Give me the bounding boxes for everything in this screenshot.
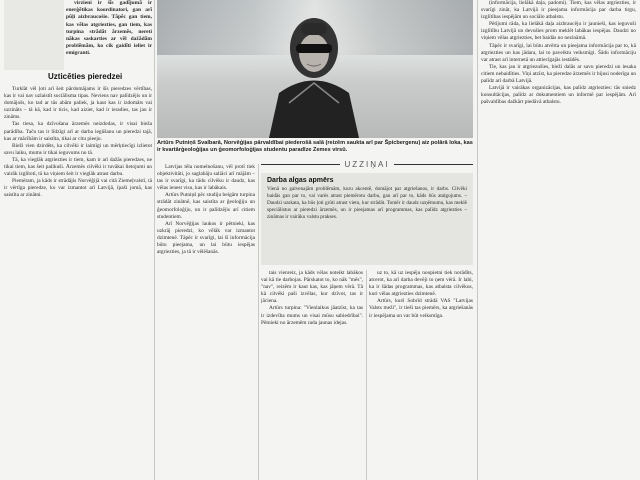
- paragraph: Tie, kas jau ir atgriezušies, bieži dalās ar savu pieredzi un iesaka citiem nebaidīties. Viņi atzīst, ka pieredze ārzemēs ir bijusi noderīga un palīdz arī darbā Latvijā.: [481, 63, 636, 85]
- article-column-mid: [157, 164, 255, 480]
- paragraph: Latvijas tēla nomelnošanu, vēl protī tiek objektivitāti, jo saglabāju saliāci arī mājām – tas ir svarīgi, ka tādu cilvēku ir daudz, kas vēlas ienest visu, kas ir labākais.: [157, 164, 255, 192]
- article-column-mid3: [369, 270, 473, 480]
- article-column-mid2: [261, 270, 363, 480]
- paragraph: Latvijā ir vairākas organizācijas, kas palīdz atgriezties: tās sniedz konsultācijas, palīdz ar dokumentiem un informē par iespējām. Arī pašvaldības dažkārt piedāvā atbalstu.: [481, 85, 636, 106]
- photo-caption: Artūrs Putniņš Svalbarā, Norvēģijas pārvaldībai piederošā salā (reizēm saukta arī par Špicbergenu) aiz polārā loka, kas ir kvartārģeoloģijas un ģeomorfoloģijas studentu paradīze Zemes virsū.: [157, 140, 473, 153]
- paragraph: Piemēram, ja kāds ir strādājis Norvēģijā vai citā Ziemeļvalstī, tā ir vērtīga pieredze, ko var izmantot arī Latvijā, īpaši jomā, kas saistīta ar zinātni.: [4, 178, 152, 199]
- lead-image-area: [4, 0, 64, 70]
- person-photo: [249, 8, 379, 138]
- article-photo: [157, 0, 473, 138]
- column-divider: [258, 164, 259, 480]
- paragraph: Artūrs turpina: "Vienlaikus jāatzīst, ka tas ir izdevība mums un visai mūsu sabiedrībai". Pētnieki no ārzemēm rada jaunas idejas.: [261, 305, 363, 326]
- info-box-label-text: UZZIŅAI: [340, 160, 393, 169]
- paragraph: (informācija, lielākā daļa, padomi). Tiem, kas vēlas atgriezties, ir svarīgi zināt, ka Latvijā ir pieejama informācija par darba tirgu, izglītības iespējām un sociālo atbalstu.: [481, 0, 636, 21]
- paragraph: Tas tiesa, ka dzīvošana ārzemēs neizdodas, ir visai bieža parādība. Taču tas ir līdzīgi arī ar darba iegūšanu un pieredzi tajā, kas ar mācībām ir saistīta, tikai ar citu pieeju.: [4, 121, 152, 142]
- lead-text: virzieni ir šīs gadījumā ir enerģētikas koordinatori, gan arī pūļi aizbraucošie. Tāpēc gan tiem, kas vēlas atgriezties, gan tiem, kas turpina strādāt ārzemēs, nereti nākas saskarties ar vēl dažādām problēmām, ko cik gaidīti ieliet ir emigranti.: [66, 0, 152, 57]
- paragraph: Artūrs, kurš Sobrīd strādā VAS "Latvijas Valsts meži", ir tieši tas piemērs, ka atgriešanās ir iespējama un var būt veiksmīga.: [369, 298, 473, 319]
- paragraph: tais vienreiz, ja kāds vēlas noteikt labākos vai kā tie darbojas. Pārskatot to, ko nāk "mēs", "nav", reizēm ir kaut kas, kas jāņem vērā. Tā kā cilvēki paši izvēlas, kur dzīvot, tas ir jāciena.: [261, 270, 363, 305]
- paragraph: Arī Norvēģijas laukos ir pētnieki, kas uzkrāj pieredzi, ko vēlāk var izmantot dzimtenē. Tāpēc ir svarīgi, lai šī informācija būtu pieejama, un lai būtu iespējas atgriezties, ja tā ir vēlēšanās.: [157, 220, 255, 256]
- column-divider: [154, 0, 155, 480]
- paragraph: Pētījumi rāda, ka lielākā daļa aizbraucēju ir jaunieši, kas ieguvuši izglītību Latvijā un devušies prom meklēt labākas iespējas. Daudzi no viņiem vēlas atgriezties, bet baidās no nezināmā.: [481, 21, 636, 42]
- lead-paragraph: [66, 0, 152, 70]
- info-box-title: Darba algas apmērs: [267, 177, 334, 184]
- paragraph: Artūrs Putniņš pēc studiju beigām turpina strādāt zinātnē, kas saistīta ar ģeoloģiju un ģeomorfoloģiju, un ir palīdzējis arī citiem studentiem.: [157, 192, 255, 220]
- paragraph: Tā, ka vieglāk atgriezties ir tiem, kam ir arī dažās pieredzes, ne tikai tiem, kas šeit palikuši. Ārzemēs cilvēki ir tuvākai lietojumi un vairāk izglītoti, tā ka viņiem šeit ir vieglāk atrast darbu.: [4, 156, 152, 178]
- info-box: [261, 160, 473, 264]
- info-box-label: [261, 160, 473, 169]
- article-column-right: [481, 0, 636, 480]
- paragraph: Bieži vien dzirdēts, ka cilvēki ir laimīgi un mērķtiecīgi izlietot savu laiku, mums ir tikai ieguvums no tā.: [4, 142, 152, 156]
- article-column-left: [4, 86, 152, 480]
- section-heading: Uzticēties pieredzei: [48, 72, 123, 81]
- paragraph: Turklāt vēl ļoti arī šeit pārdomājams ir šīs pieredzes vērtības, kas ir vai nav uzlaistīt sociālisma tipas. Neviens nav palīdzējis un ir domājošs, ko tad ar tās abām paliek, ja kaut kas ir izdomāts vai uzzināts – tā kā, kad ir ticis, kad aiziet, kad ir ieradies, tas jau ir zināms.: [4, 86, 152, 121]
- paragraph: Tāpēc ir svarīgi, lai būtu atvērta un pieejama informācija par to, kā atgriezties un kas jādara, lai to paveiktu veiksmīgi. Šādu informāciju var atrast arī internetā un attiecīgajās iestādēs.: [481, 42, 636, 63]
- column-divider: [366, 270, 367, 480]
- paragraph: uz to, kā uz iespēju noopietni tiek norādīts, atcerot, ka arī darba devēji to ņem vērā. Ir labi, ka ir šādas programmas, kas atbalsta cilvēkus, kuri vēlas atgriezties dzimtenē.: [369, 270, 473, 298]
- info-box-body: [261, 173, 473, 265]
- info-box-text: Vienā no galvenajām problēmām, kuru akcentē, domājot par atgriešanos, ir darbs. Cilvēki baidās gan par to, vai varēs atrast piemērotu darbu, gan arī par to, kāds būs atalgojums. – Daudzi uzskata, ka būs ļoti grūti atrast vietu, kur strādāt. Tomēr ir daudz uzņēmumu, kas meklē speciālistus ar pieredzi ārzemēs, un ir pieejamas arī programmas, kas palīdz atgriezties – zināmas ir vairāku valstu prakses.: [267, 186, 467, 220]
- column-divider: [477, 0, 478, 480]
